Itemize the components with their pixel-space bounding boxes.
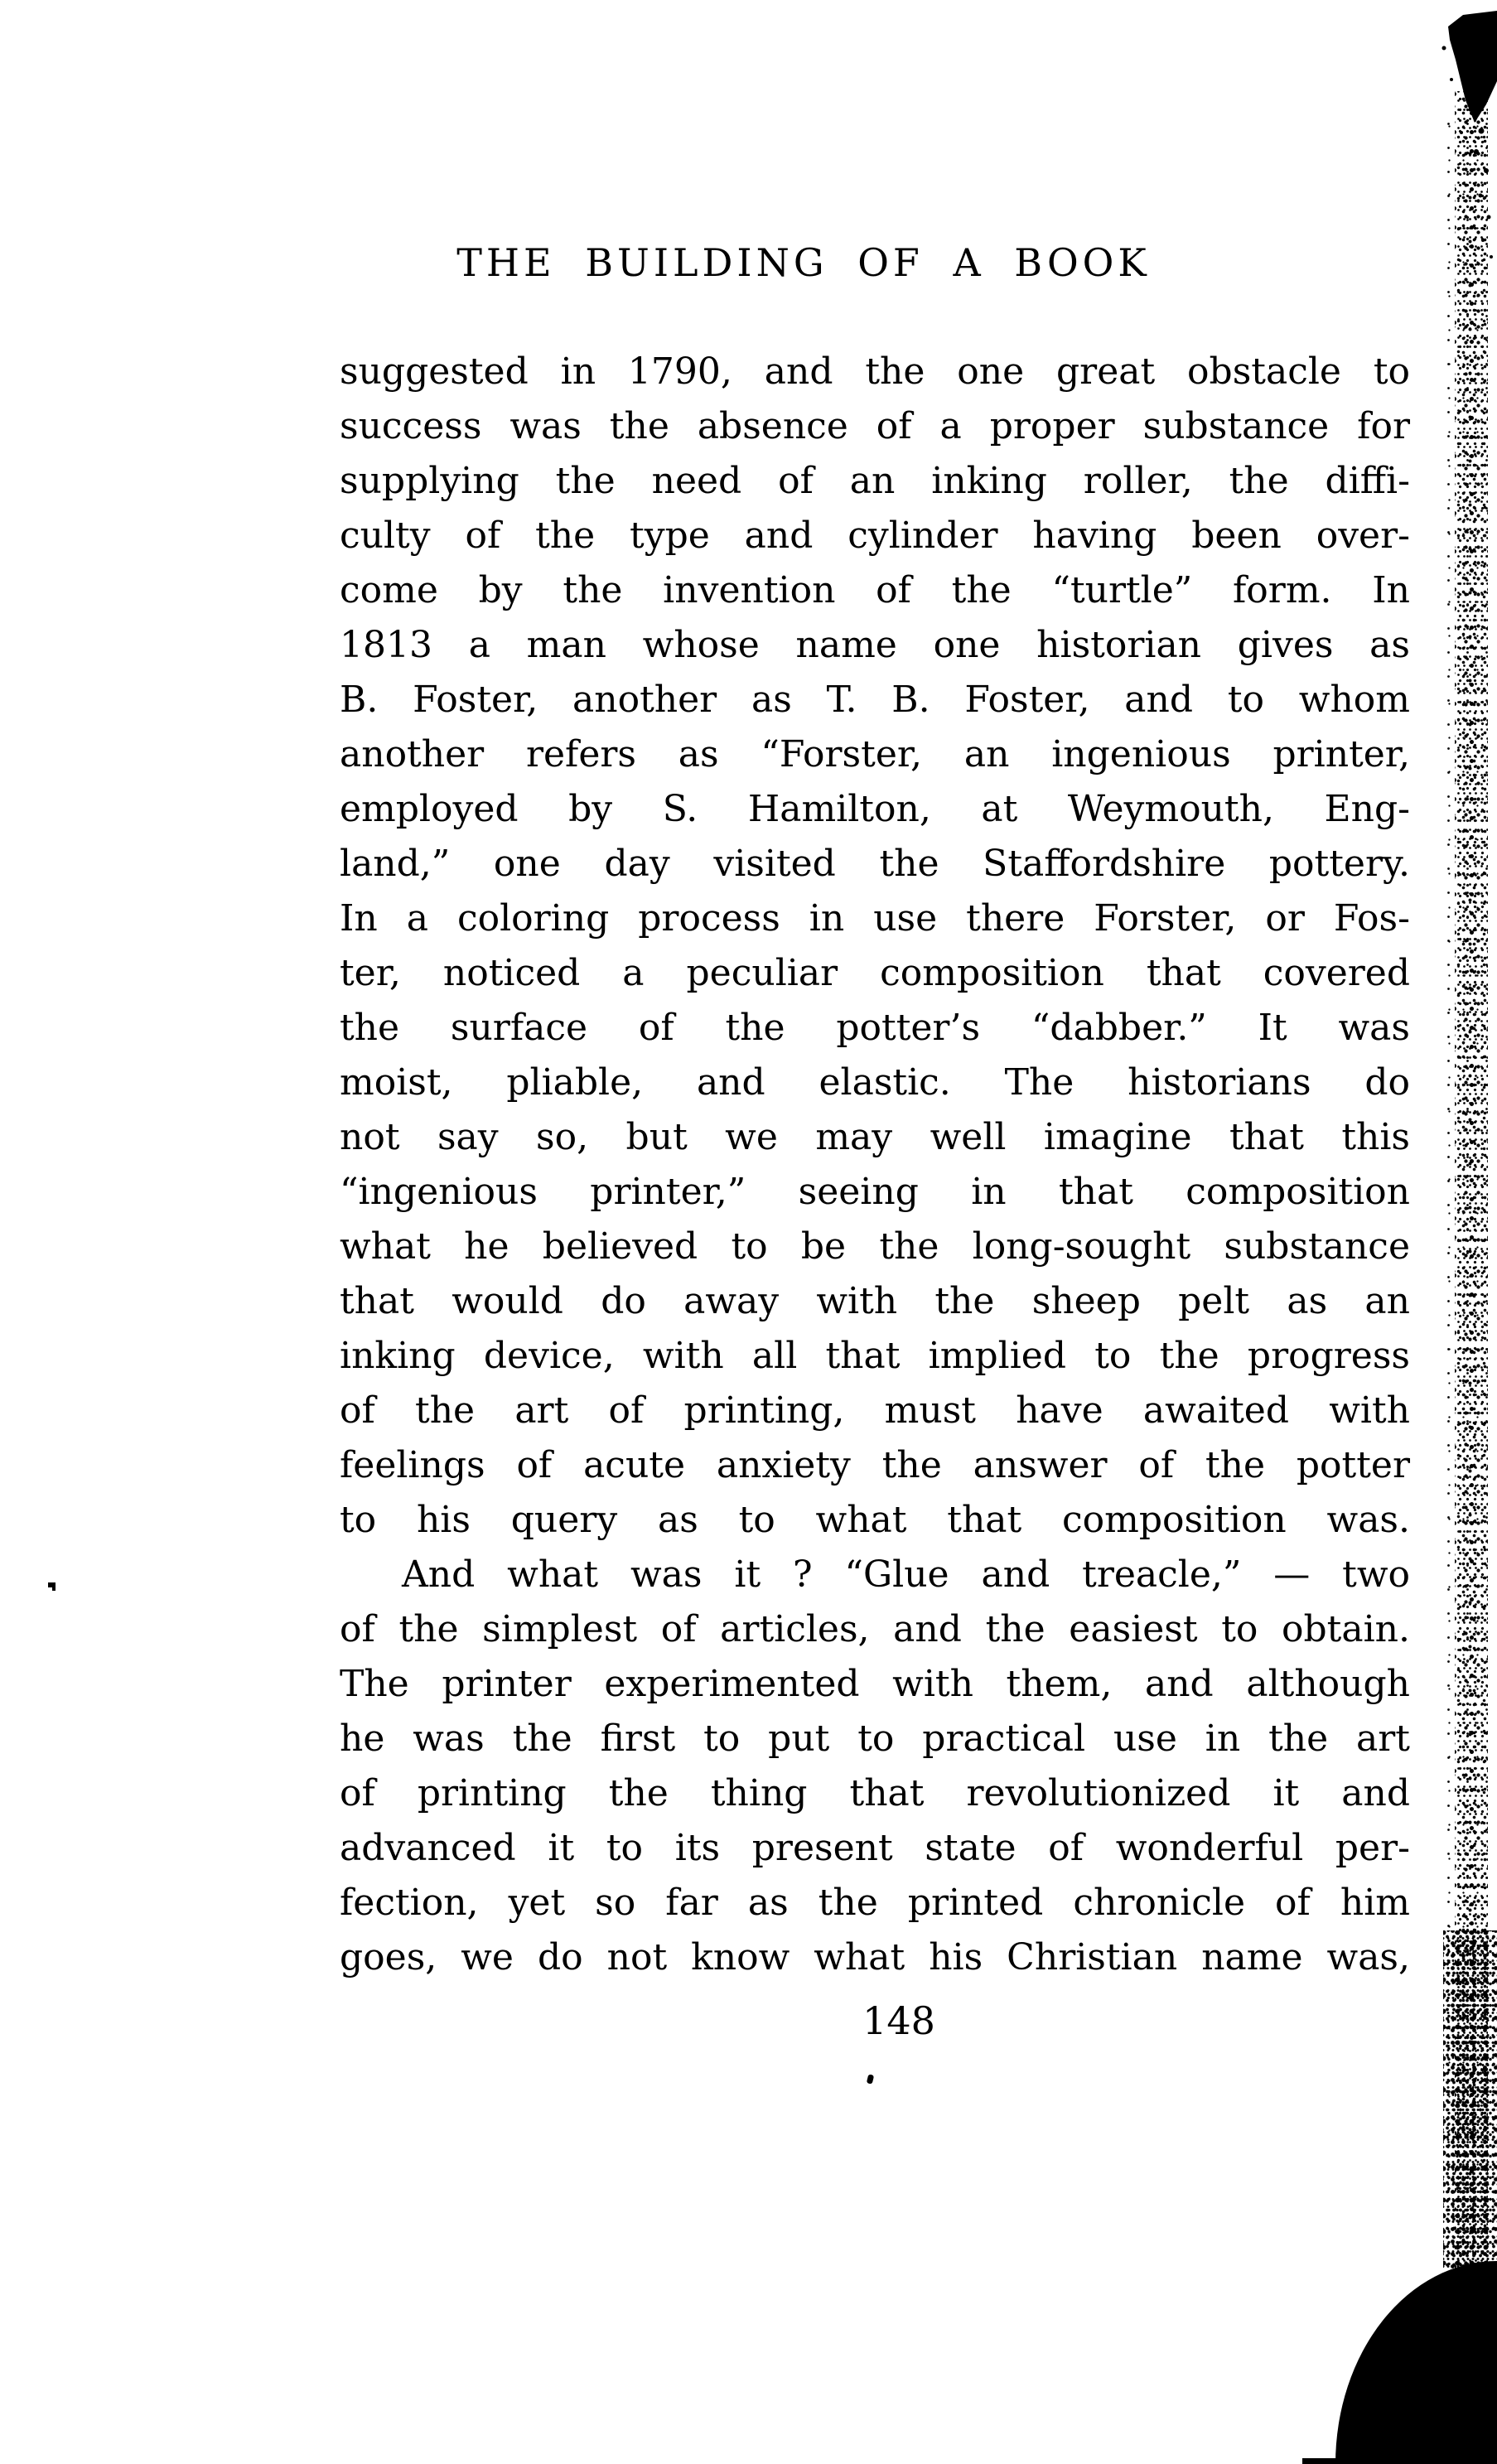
text-line: of the simplest of articles, and the easiest to obtain. bbox=[340, 1608, 1410, 1650]
text-line: 1813 a man whose name one historian gives as bbox=[340, 624, 1410, 666]
text-line: In a coloring process in use there Forster, or Fos- bbox=[340, 897, 1410, 940]
text-line: of the art of printing, must have awaited with bbox=[340, 1389, 1410, 1432]
scan-speck-left-margin bbox=[48, 1582, 56, 1587]
page-number: 148 bbox=[862, 1998, 935, 2043]
text-line: that would do away with the sheep pelt as an bbox=[340, 1280, 1410, 1322]
scan-speck-below-page-number bbox=[867, 2074, 874, 2084]
scan-smudge-bottom-edge bbox=[1302, 2458, 1393, 2464]
text-line: moist, pliable, and elastic. The historians do bbox=[340, 1061, 1410, 1104]
text-line: not say so, but we may well imagine that this bbox=[340, 1116, 1410, 1158]
text-line: supplying the need of an inking roller, the diffi- bbox=[340, 460, 1410, 502]
scan-smudge-top-right bbox=[1400, 0, 1497, 265]
text-line: fection, yet so far as the printed chronicle of him bbox=[340, 1882, 1410, 1924]
scan-smudge-bottom-right bbox=[1335, 2261, 1497, 2464]
text-line: of printing the thing that revolutionized it and bbox=[340, 1772, 1410, 1814]
text-line: culty of the type and cylinder having been over- bbox=[340, 515, 1410, 557]
text-line: another refers as “Forster, an ingenious printer, bbox=[340, 733, 1410, 775]
text-line: advanced it to its present state of wonderful per- bbox=[340, 1827, 1410, 1869]
running-head-title: THE BUILDING OF A BOOK bbox=[456, 240, 1151, 285]
text-line: And what was it ? “Glue and treacle,” — two bbox=[402, 1553, 1410, 1596]
text-line: land,” one day visited the Staffordshire pottery. bbox=[340, 843, 1410, 885]
text-line: employed by S. Hamilton, at Weymouth, Eng- bbox=[340, 788, 1410, 830]
text-line: success was the absence of a proper substance for bbox=[340, 405, 1410, 447]
text-line: The printer experimented with them, and although bbox=[340, 1663, 1410, 1705]
text-line: suggested in 1790, and the one great obstacle to bbox=[340, 350, 1410, 393]
text-line: what he believed to be the long-sought substance bbox=[340, 1225, 1410, 1268]
text-line: inking device, with all that implied to the progress bbox=[340, 1335, 1410, 1377]
body-text bbox=[340, 345, 1410, 1985]
text-line: feelings of acute anxiety the answer of the potter bbox=[340, 1444, 1410, 1486]
text-line: B. Foster, another as T. B. Foster, and to whom bbox=[340, 679, 1410, 721]
text-line: goes, we do not know what his Christian name was, bbox=[340, 1936, 1410, 1978]
text-line: “ingenious printer,” seeing in that composition bbox=[340, 1171, 1410, 1213]
text-line: the surface of the potter’s “dabber.” It was bbox=[340, 1007, 1410, 1049]
text-line: to his query as to what that composition was. bbox=[340, 1499, 1410, 1541]
text-line: ter, noticed a peculiar composition that covered bbox=[340, 952, 1410, 994]
text-line: he was the first to put to practical use in the art bbox=[340, 1718, 1410, 1760]
text-line: come by the invention of the “turtle” form. In bbox=[340, 569, 1410, 611]
